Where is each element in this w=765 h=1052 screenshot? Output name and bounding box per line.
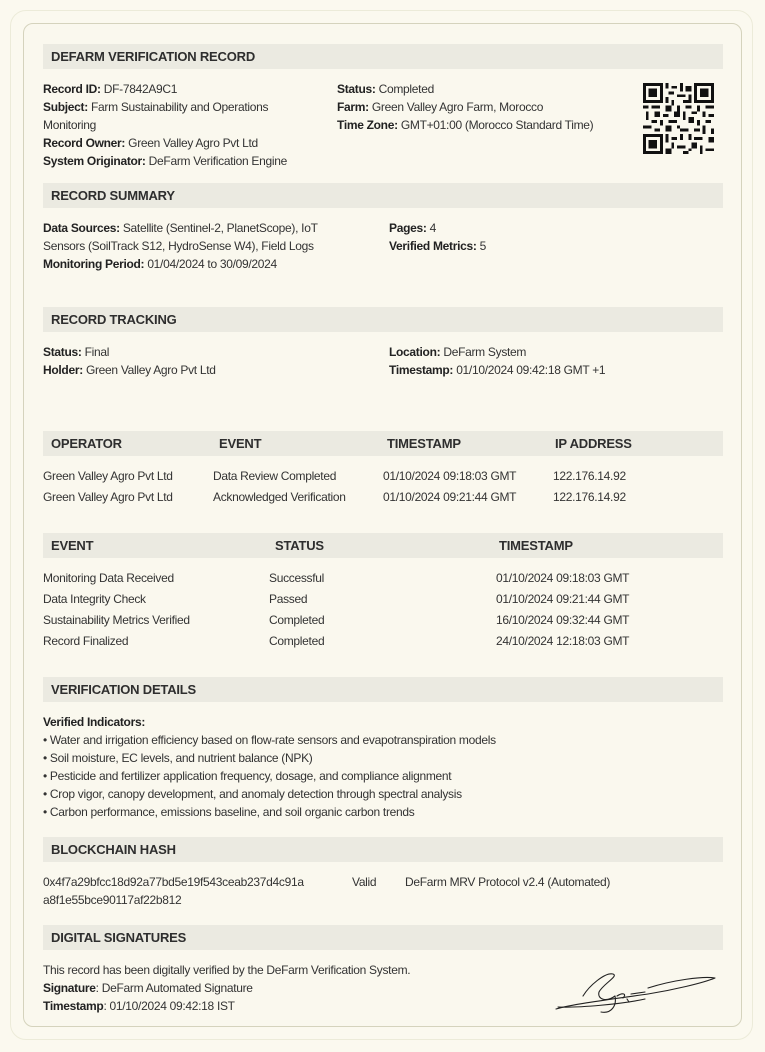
cell-status: Passed xyxy=(269,592,308,606)
section-title: RECORD TRACKING xyxy=(51,312,177,327)
time-zone: Time Zone: GMT+01:00 (Morocco Standard Time) xyxy=(337,118,594,132)
operator-table-header xyxy=(43,431,723,456)
cell-event: Record Finalized xyxy=(43,634,129,648)
section-title: VERIFICATION DETAILS xyxy=(51,682,197,697)
column-header: IP ADDRESS xyxy=(555,436,632,451)
section-header-blockchain xyxy=(43,837,723,862)
column-header: EVENT xyxy=(51,538,94,553)
cell-event: Data Review Completed xyxy=(213,469,337,483)
cell-timestamp: 01/10/2024 09:21:44 GMT xyxy=(383,490,517,504)
record-status: Status: Completed xyxy=(337,82,434,96)
list-item: • Soil moisture, EC levels, and nutrient balance (NPK) xyxy=(43,751,313,765)
list-item: • Carbon performance, emissions baseline, and soil organic carbon trends xyxy=(43,805,415,819)
hash-value-continued: a8f1e55bce90117af22b812 xyxy=(43,893,182,907)
column-header: STATUS xyxy=(275,538,324,553)
section-title: RECORD SUMMARY xyxy=(51,188,175,203)
indicators-label: Verified Indicators: xyxy=(43,715,146,729)
farm: Farm: Green Valley Agro Farm, Morocco xyxy=(337,100,544,114)
cell-operator: Green Valley Agro Pvt Ltd xyxy=(43,490,173,504)
record-owner: Record Owner: Green Valley Agro Pvt Ltd xyxy=(43,136,258,150)
subject-continued: Monitoring xyxy=(43,118,97,132)
subject: Subject: Farm Sustainability and Operations xyxy=(43,100,269,114)
data-sources: Data Sources: Satellite (Sentinel-2, PlanetScope), IoT xyxy=(43,221,318,235)
hash-protocol: DeFarm MRV Protocol v2.4 (Automated) xyxy=(405,875,611,889)
cell-timestamp: 01/10/2024 09:18:03 GMT xyxy=(496,571,630,585)
cell-event: Monitoring Data Received xyxy=(43,571,174,585)
event-table-header xyxy=(43,533,723,558)
signature-line: Signature: DeFarm Automated Signature xyxy=(43,981,253,995)
section-header-record xyxy=(43,44,723,69)
hash-validity: Valid xyxy=(352,875,377,889)
section-title: DIGITAL SIGNATURES xyxy=(51,930,187,945)
cell-status: Completed xyxy=(269,613,325,627)
column-header: OPERATOR xyxy=(51,436,122,451)
section-header-signatures xyxy=(43,925,723,950)
section-header-tracking xyxy=(43,307,723,332)
cell-event: Acknowledged Verification xyxy=(213,490,346,504)
holder: Holder: Green Valley Agro Pvt Ltd xyxy=(43,363,216,377)
record-id: Record ID: DF-7842A9C1 xyxy=(43,82,178,96)
verification-statement: This record has been digitally verified by the DeFarm Verification System. xyxy=(43,963,411,977)
hash-value: 0x4f7a29bfcc18d92a77bd5e19f543ceab237d4c91a xyxy=(43,875,304,889)
column-header: TIMESTAMP xyxy=(387,436,461,451)
section-title: BLOCKCHAIN HASH xyxy=(51,842,176,857)
qr-code-icon[interactable] xyxy=(643,83,714,154)
cell-timestamp: 01/10/2024 09:18:03 GMT xyxy=(383,469,517,483)
cell-event: Sustainability Metrics Verified xyxy=(43,613,190,627)
column-header: EVENT xyxy=(219,436,262,451)
system-originator: System Originator: DeFarm Verification Engine xyxy=(43,154,287,168)
cell-operator: Green Valley Agro Pvt Ltd xyxy=(43,469,173,483)
data-sources-continued: Sensors (SoilTrack S12, HydroSense W4), Field Logs xyxy=(43,239,314,253)
cell-timestamp: 01/10/2024 09:21:44 GMT xyxy=(496,592,630,606)
list-item: • Pesticide and fertilizer application frequency, dosage, and compliance alignment xyxy=(43,769,452,783)
signature-scribble-icon xyxy=(553,966,718,1014)
cell-event: Data Integrity Check xyxy=(43,592,146,606)
section-header-verification xyxy=(43,677,723,702)
list-item: • Crop vigor, canopy development, and anomaly detection through spectral analysis xyxy=(43,787,462,801)
cell-status: Completed xyxy=(269,634,325,648)
record-title: DEFARM VERIFICATION RECORD xyxy=(51,49,256,64)
cell-timestamp: 24/10/2024 12:18:03 GMT xyxy=(496,634,630,648)
cell-status: Successful xyxy=(269,571,325,585)
column-header: TIMESTAMP xyxy=(499,538,573,553)
monitoring-period: Monitoring Period: 01/04/2024 to 30/09/2024 xyxy=(43,257,277,271)
cell-ip-address: 122.176.14.92 xyxy=(553,490,626,504)
tracking-status: Status: Final xyxy=(43,345,110,359)
cell-ip-address: 122.176.14.92 xyxy=(553,469,626,483)
location: Location: DeFarm System xyxy=(389,345,527,359)
signature-timestamp: Timestamp: 01/10/2024 09:42:18 IST xyxy=(43,999,235,1013)
verified-metrics: Verified Metrics: 5 xyxy=(389,239,487,253)
pages: Pages: 4 xyxy=(389,221,436,235)
tracking-timestamp: Timestamp: 01/10/2024 09:42:18 GMT +1 xyxy=(389,363,606,377)
section-header-summary xyxy=(43,183,723,208)
list-item: • Water and irrigation efficiency based on flow-rate sensors and evapotranspiration models xyxy=(43,733,496,747)
cell-timestamp: 16/10/2024 09:32:44 GMT xyxy=(496,613,630,627)
